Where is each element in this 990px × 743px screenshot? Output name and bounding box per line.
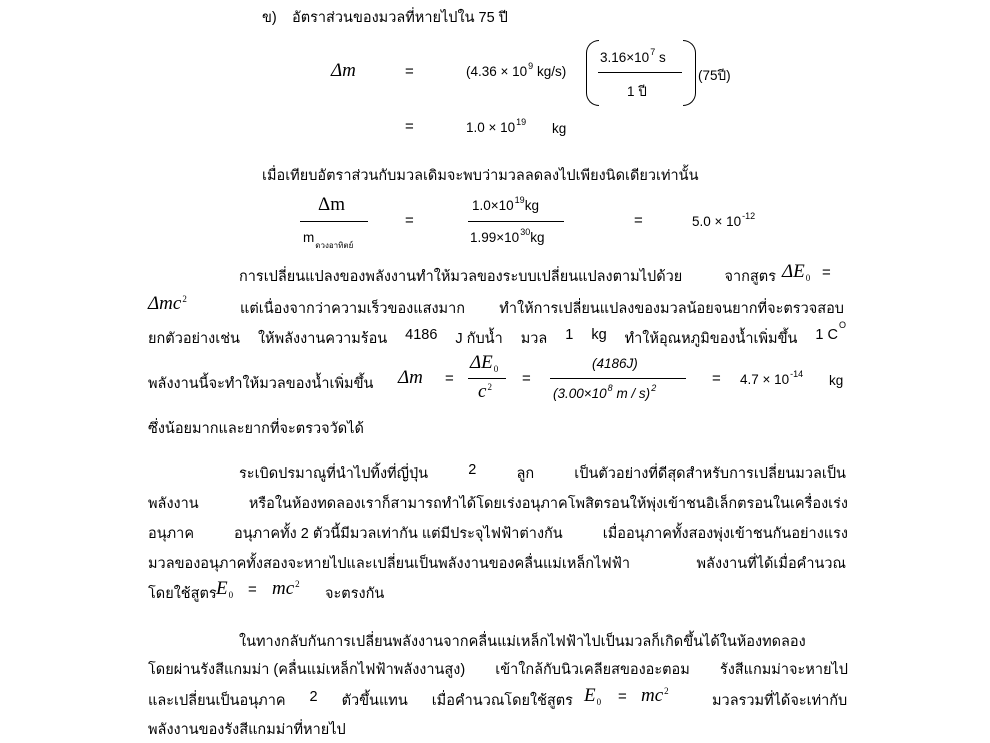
calc2-den: $m_{ดวงอาทิตย์}$ xyxy=(303,230,354,250)
calc3-num: $\Delta E_0$ xyxy=(470,352,499,374)
calc1-left-paren xyxy=(586,40,599,106)
calc1-eq: = xyxy=(405,63,414,80)
calc3-eq3: = xyxy=(712,370,721,387)
calc1-frac-den: 1 ปี xyxy=(627,84,647,99)
calc1-years: (75ปี) xyxy=(698,68,731,83)
part-heading: อัตราส่วนของมวลที่หายไปใน 75 ปี xyxy=(292,10,508,26)
calc1-frac-bar xyxy=(598,72,682,73)
para2-line3: อนุภาค อนุภาคทั้ง 2 ตัวนี้มีมวลเท่ากัน แต่มีประจุไฟฟ้าต่างกัน เมื่ออนุภาคทั้งสองพุ่งเข้าชนกันอย่างแรง xyxy=(148,526,848,542)
calc1-rate: ($4.36 \times 10^9$ kg/s) xyxy=(466,61,567,79)
calc1-right-paren xyxy=(683,40,696,106)
para1-formula-E: $\Delta E_0$ xyxy=(782,261,811,283)
calc2-frac-bar xyxy=(468,221,564,222)
calc3-frac-den: ($3.00\times 10^8$ m / s)$^2$ xyxy=(553,383,657,401)
para3-line2: โดยผ่านรังสีแกมม่า (คลื่นแม่เหล็กไฟฟ้าพลังงานสูง) เข้าใกล้กับนิวเคลียสของอะตอม รังสีแกมม่าจะหายไป xyxy=(148,662,848,678)
calc3-result: $4.7 \times 10^{-14}$ xyxy=(740,369,804,387)
calc3-result-unit: kg xyxy=(829,373,844,388)
calc3-frac-num: (4186J) xyxy=(592,356,638,371)
calc1-frac-num: $3.16\times 10^7$ s xyxy=(600,47,666,65)
calc3-eq2: = xyxy=(522,370,531,387)
para2-formula-mc2: $mc^2$ xyxy=(272,578,300,599)
calc1-result: $1.0 \times 10^{19}$ xyxy=(466,117,527,135)
calc3-lead: พลังงานนี้จะทำให้มวลของน้ำเพิ่มขึ้น xyxy=(148,376,374,392)
calc3-eq: = xyxy=(445,370,454,387)
calc1-lhs: Δm xyxy=(331,60,356,81)
para2-line4: มวลของอนุภาคทั้งสองจะหายไปและเปลี่ยนเป็นพลังงานของคลื่นแม่เหล็กไฟฟ้า พลังงานที่ได้เมื่อคำนวณ xyxy=(148,556,846,572)
tail-sentence-1: ซึ่งน้อยมากและยากที่จะตรวจวัดได้ xyxy=(148,421,364,437)
para1-formula-eq: = xyxy=(822,264,831,281)
calc3-frac-bar xyxy=(550,378,686,379)
para2-formula-E: $E_0$ xyxy=(216,578,234,600)
calc3-den: $c^2$ xyxy=(478,381,492,402)
calc1-result-unit: kg xyxy=(552,121,567,136)
calc2-frac-num: $1.0\times 10^{19}kg$ xyxy=(472,195,539,213)
para1-line1: การเปลี่ยนแปลงของพลังงานทำให้มวลของระบบเปลี่ยนแปลงตามไปด้วย จากสูตร xyxy=(239,269,776,285)
para1-line3: ยกตัวอย่างเช่น ให้พลังงานความร้อน 4186 J กับน้ำ มวล 1 kg ทำให้อุณหภูมิของน้ำเพิ่มขึ้น 1 C xyxy=(148,327,838,347)
para1-formula-mc2: Δmc$^2$ xyxy=(148,293,187,314)
calc2-lhs-bar xyxy=(300,221,368,222)
calc3-lhs: Δm xyxy=(398,367,423,388)
calc2-eq2: = xyxy=(634,212,643,229)
part-marker: ข) xyxy=(262,10,277,26)
para3-line4: พลังงานของรังสีแกมม่าที่หายไป xyxy=(148,722,346,738)
calc2-result: $5.0 \times 10^{-12}$ xyxy=(692,211,756,229)
para2-line1: ระเบิดปรมาณูที่นำไปทิ้งที่ญี่ปุ่น 2 ลูก เป็นตัวอย่างที่ดีสุดสำหรับการเปลี่ยนมวลเป็น xyxy=(239,462,846,482)
calc2-frac-den: $1.99\times 10^{30}kg$ xyxy=(470,227,545,245)
calc2-eq: = xyxy=(405,212,414,229)
para3-line3: และเปลี่ยนเป็นอนุภาค 2 ตัวขึ้นแทน เมื่อคำนวณโดยใช้สูตร xyxy=(148,689,573,709)
para3-formula-E: $E_0$ xyxy=(584,685,602,707)
calc1-eq2: = xyxy=(405,118,414,135)
para3-formula-mc2: $mc^2$ xyxy=(641,685,669,706)
compare-text: เมื่อเทียบอัตราส่วนกับมวลเดิมจะพบว่ามวลลดลงไปเพียงนิดเดียวเท่านั้น xyxy=(262,168,699,184)
para2-line2: พลังงาน หรือในห้องทดลองเราก็สามารถทำได้โดยเร่งอนุภาคโพสิตรอนให้พุ่งเข้าชนอิเล็กตรอนในเครื่องเร่ง xyxy=(148,496,848,512)
para1-line2: แต่เนื่องจากว่าความเร็วของแสงมาก ทำให้การเปลี่ยนแปลงของมวลน้อยจนยากที่จะตรวจสอบ xyxy=(240,301,844,317)
para1-degree-sup: O xyxy=(839,320,847,330)
calc2-num: Δm xyxy=(318,194,345,215)
calc3-lhs-bar xyxy=(468,378,506,379)
para3-line1: ในทางกลับกันการเปลี่ยนพลังงานจากคลื่นแม่เหล็กไฟฟ้าไปเป็นมวลก็เกิดขึ้นได้ในห้องทดลอง xyxy=(239,634,806,650)
